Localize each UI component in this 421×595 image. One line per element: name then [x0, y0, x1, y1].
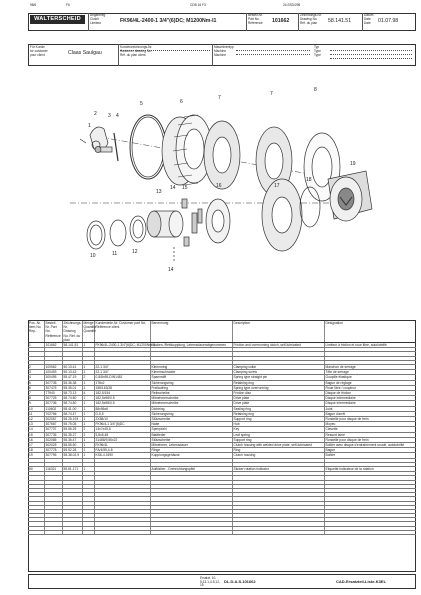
top-mark-right: 24.SSD/298 — [283, 3, 301, 7]
cell-name-de: Nocken-/Reibkupplung, Lebensdauerabgenommen — [150, 343, 232, 348]
cell-pos: 1 — [28, 343, 44, 348]
cell-cust-part: 31488/9,56x22 — [94, 437, 150, 442]
cell-part-no: 302067 — [44, 417, 62, 422]
cell-pos — [28, 530, 44, 534]
retaining-ring-lower-part — [110, 220, 126, 246]
cell-drawing-no: 55.36.38 — [62, 380, 82, 385]
cell-cust-part: FK96/4L-2400-1 3/4"(6)DC; M1200Nm-I1 — [95, 343, 156, 348]
cell-part-no: 307725 — [44, 396, 62, 401]
cell-part-no: 307475 — [44, 385, 62, 390]
callout-17: 17 — [274, 183, 280, 189]
cell-name-en — [232, 530, 324, 534]
header-label-3: Limiteur — [90, 21, 102, 25]
cell-cust-part: FK96/4-1 3/4"(6)DC — [94, 422, 150, 427]
retaining-ring-part — [130, 115, 166, 179]
cell-name-fr: Goupille élastique — [324, 375, 416, 380]
col-header-drawing: Zeichnungs-Nr. Drawing No. Réf. du plan — [63, 321, 82, 342]
cell-drawing-no: 55.47.19 — [62, 375, 82, 380]
cell-name-de: Sperrpfahl — [150, 427, 232, 432]
cell-drawing-no: 50.13.42 — [62, 370, 82, 375]
cell-part-no: 307735 — [44, 432, 62, 437]
spring-pin-part — [114, 133, 118, 161]
machine-label-2: Machine — [214, 49, 227, 53]
cell-qty: 1 — [82, 417, 94, 422]
cell-drawing-no: 55.36.47 — [62, 437, 82, 442]
cell-name-en: Spring type overrunning — [232, 385, 324, 390]
cell-pos: 19 — [28, 453, 44, 458]
header-block — [28, 13, 416, 31]
cell-name-fr: Boîtier avec disque d'entraînement soudé, autolubrifié — [324, 443, 416, 448]
cell-pos: 7 — [28, 390, 44, 395]
support-ring-2-part — [206, 199, 230, 243]
cell-name-fr: Rondelle pour disque de frein — [324, 437, 416, 442]
cell-pos: 50 — [28, 467, 44, 472]
cust-drawing-label-3: Réf. du plan client — [120, 53, 146, 57]
cell-cust-part: 178x2 — [94, 380, 150, 385]
cell-pos: 8 — [28, 396, 44, 401]
cell-pos: 18 — [28, 448, 44, 453]
cell-cust-part: 88x56x6 — [94, 406, 150, 411]
cell-name-fr: Clavette — [324, 427, 416, 432]
cust-drawing-label-1: Kundenzeichnungs-Nr. — [120, 45, 153, 49]
cell-part-no: 110602 — [44, 406, 62, 411]
drawing-no-label-1: Zeichnungs-Nr. — [300, 13, 322, 17]
cell-cust-part: 14x7x45,5 — [94, 427, 150, 432]
drawing-no-label-2: Drawing No. — [300, 17, 318, 21]
cell-drawing-no: 55.61.171 — [62, 467, 82, 472]
cell-drawing-no: 50.13.41 — [62, 364, 82, 369]
cell-drawing-no: 58.41.00 — [62, 406, 82, 411]
cell-name-fr: Rondelle pour disque de frein — [324, 417, 416, 422]
cell-cust-part: 5,8x5,48 — [94, 432, 150, 437]
cell-pos: 2 — [28, 364, 44, 369]
housing-part — [328, 171, 372, 221]
date-label-3: Date — [364, 21, 371, 25]
cell-qty: 1 — [82, 411, 94, 416]
cell-name-fr: Tête de serrage — [324, 370, 416, 375]
cell-part-no: 100493 — [44, 370, 62, 375]
customer-label-1: Für Kunde — [30, 45, 45, 49]
cell-part-no: 307736 — [44, 401, 62, 406]
cell-name-en: Key — [232, 427, 324, 432]
cell-cust-part: ZX58/10 — [94, 417, 150, 422]
sealing-ring-part — [87, 221, 105, 249]
cell-cust-part: 158/163/28 — [94, 385, 150, 390]
date-label-1: Datum — [364, 13, 374, 17]
cell-qty: 1 — [82, 443, 94, 448]
cell-drawing-no: 55.35.27 — [62, 432, 82, 437]
cell-cust-part: 182,5x98/0.5 — [94, 401, 150, 406]
cell-part-no: 307735 — [44, 380, 62, 385]
top-mark-left2: F6 — [66, 3, 70, 7]
cell-name-de: Freilaufring — [150, 385, 232, 390]
cell-name-de: Kupplungsgehäuse — [150, 453, 232, 458]
callout-10: 10 — [90, 253, 96, 259]
customer-label-3: pour client — [30, 53, 45, 57]
cell-pos: 14 — [28, 427, 44, 432]
cell-pos: 11 — [28, 411, 44, 416]
cell-qty — [82, 530, 94, 534]
cell-drawing-no: 55.56.25 — [62, 427, 82, 432]
cell-name-de: Spannstift — [150, 375, 232, 380]
cell-name-en: Clamping collar — [232, 364, 324, 369]
cell-part-no: 300495 — [44, 375, 62, 380]
callout-14b: 14 — [168, 267, 174, 273]
cell-name-fr: Disque de friction — [324, 390, 416, 395]
cell-cust-part: 182,5x98/0.5 — [94, 396, 150, 401]
col-header-fr: Désignation — [324, 321, 416, 343]
part-no-value: 101662 — [272, 18, 290, 24]
cell-part-no: 77940 — [44, 390, 62, 395]
parts-table — [28, 321, 416, 535]
cell-name-fr: Bague — [324, 448, 416, 453]
cell-qty: 1 — [82, 343, 94, 348]
cell-name-en: Clamping screw — [232, 370, 324, 375]
callout-15: 15 — [182, 185, 188, 191]
cell-name-fr: Roue libre / coupleur — [324, 385, 416, 390]
part-no-label-3: Référence — [248, 21, 263, 25]
cell-drawing-no: 58.25.193 — [62, 417, 82, 422]
cell-qty: 1 — [82, 370, 94, 375]
callout-16: 16 — [216, 183, 222, 189]
cell-part-no: 101662 — [44, 343, 62, 348]
cell-drawing-no: 58.73.13 — [62, 390, 82, 395]
cell-name-de: Nabe — [150, 422, 232, 427]
cell-drawing-no: 55.52.28 — [62, 448, 82, 453]
cell-name-de: Mitnehmerscheibe — [150, 396, 232, 401]
friction-disc-part — [204, 121, 240, 189]
cell-name-en: Leaf spring — [232, 432, 324, 437]
cell-name-en: Friction and overrunning clutch, self-lubricated — [232, 343, 324, 348]
cell-drawing-no: 58.141.51 — [62, 343, 82, 348]
cell-qty: 4 — [82, 390, 94, 395]
cell-name-fr: Etiquette indicateur de la rotation — [324, 467, 416, 472]
callout-6: 6 — [180, 99, 183, 105]
cell-drawing-no: 55.35.01 — [62, 385, 82, 390]
cell-pos: 5 — [28, 380, 44, 385]
cell-name-fr: Joint — [324, 406, 416, 411]
cell-name-en: Support ring — [232, 437, 324, 442]
col-header-part: Bestell-Nr. Part No. Référence — [44, 321, 62, 343]
header-label-2: Clutch — [90, 17, 100, 21]
cell-pos: 12 — [28, 417, 44, 422]
cell-pos: 13 — [28, 422, 44, 427]
cell-name-en: Drive plate — [232, 396, 324, 401]
date-label-2: Date — [364, 17, 371, 21]
cell-name-en: Spring type straight pin — [232, 375, 324, 380]
cell-name-de: Blattfeder — [150, 432, 232, 437]
leaf-spring-part — [192, 209, 202, 233]
callout-7b: 7 — [270, 91, 273, 97]
cell-part-no: 307778 — [44, 448, 62, 453]
walterscheid-logo: WALTERSCHEID — [30, 15, 85, 24]
hub-part — [147, 211, 183, 237]
drawing-no-label-3: Réf. du plan — [300, 21, 318, 25]
cell-part-no: 100562 — [44, 364, 62, 369]
callout-14: 14 — [170, 185, 176, 191]
cell-qty: 1 — [82, 396, 94, 401]
cell-drawing-no: 58.55.50 — [62, 443, 82, 448]
callout-13: 13 — [156, 189, 162, 195]
col-header-de: Benennung — [150, 321, 232, 343]
cell-drawing-no: 55.38.02,9 — [62, 453, 82, 458]
cell-part-no: 302025 — [44, 443, 62, 448]
cell-cust-part: D-5,5 — [94, 411, 150, 416]
cell-qty: 1 — [82, 453, 94, 458]
cell-name-de: Dichtring — [150, 406, 232, 411]
cell-name-en: Clutch housing — [232, 453, 324, 458]
cell-pos: 16 — [28, 437, 44, 442]
cell-name-en: Retaining ring — [232, 411, 324, 416]
cell-pos: 6 — [28, 385, 44, 390]
col-header-qty: Menge Quantity Quantité — [82, 321, 94, 343]
cell-name-en: Hub — [232, 422, 324, 427]
cell-pos: 17 — [28, 443, 44, 448]
cell-drawing-no: 58.74.47 — [62, 411, 82, 416]
callout-4: 4 — [116, 113, 119, 119]
callout-5: 5 — [140, 101, 143, 107]
cell-drawing-no: 58.74.80 — [62, 396, 82, 401]
cell-qty: 2 — [82, 427, 94, 432]
cell-name-en: Ring — [232, 448, 324, 453]
cell-cust-part: FK96/4L — [94, 443, 150, 448]
customer-value: Claas Saulgau — [68, 50, 102, 56]
cell-name-de: Stützscheibe — [150, 437, 232, 442]
cell-name-en: Support ring — [232, 417, 324, 422]
callout-18: 18 — [306, 177, 312, 183]
cell-name-de: Mitnehmer, Lebensdauer — [150, 443, 232, 448]
footer-stamp: Ersatzt. 10-5,13-1,4-5,12-15 — [200, 576, 221, 588]
cell-qty: 1 — [82, 401, 94, 406]
cell-name-de: Aufkleber - Drehrichtungspfeil — [150, 467, 232, 472]
cell-part-no: 307737 — [44, 427, 62, 432]
cell-cust-part: KS6-4 2490 — [94, 453, 150, 458]
cell-qty: 1 — [82, 406, 94, 411]
callout-2: 2 — [94, 111, 97, 117]
cell-name-fr: Moyeu — [324, 422, 416, 427]
cell-drawing-no: 58.74.80 — [62, 401, 82, 406]
callout-1: 1 — [88, 123, 91, 129]
col-header-pos: Pos.-Nr. Item No. Rep. — [28, 321, 44, 343]
cell-qty: 1 — [82, 448, 94, 453]
callout-8: 8 — [314, 87, 317, 93]
cell-name-fr: Boîtier — [324, 453, 416, 458]
cell-part-no: 307667 — [44, 422, 62, 427]
cell-qty: 1 — [82, 364, 94, 369]
cell-name-en: Friction disc — [232, 390, 324, 395]
callout-19: 19 — [350, 161, 356, 167]
cell-pos: 3 — [28, 370, 44, 375]
cell-part-no: 307795 — [44, 453, 62, 458]
cell-name-de: Reibscheibe — [150, 390, 232, 395]
machine-label-1: Maschinentyp — [214, 45, 234, 49]
cell-qty: 2 — [82, 432, 94, 437]
cell-name-en: Retaining ring — [232, 380, 324, 385]
cell-name-de: Stützscheibe — [150, 417, 232, 422]
cell-name-en: Sealing ring — [232, 406, 324, 411]
cell-pos: 15 — [28, 432, 44, 437]
clutch-housing-part — [262, 179, 302, 251]
cell-name-fr: Disque intermédiaire — [324, 401, 416, 406]
exploded-view-drawing — [60, 75, 380, 280]
top-mark-center: CDB 16 F3 — [190, 3, 206, 7]
callout-7a: 7 — [218, 95, 221, 101]
callout-11: 11 — [112, 251, 118, 257]
cell-part-no: 702766 — [44, 411, 62, 416]
cell-cust-part: FA/4/55,4-8 — [94, 448, 150, 453]
col-header-cust-part: Kundenteile-Nr. Customer part No. Référence client — [94, 321, 150, 343]
cell-pos: 9 — [28, 401, 44, 406]
cell-name-de: Ringe — [150, 448, 232, 453]
cell-name-de: Mitnehmerscheibe — [150, 401, 232, 406]
key-part — [182, 199, 187, 208]
machine-label-3: Machine — [214, 53, 227, 57]
col-header-en: Description — [232, 321, 324, 343]
footer-right: CAD-Ersatzteil-Liste-K3EL — [336, 579, 387, 584]
cell-qty: 2 — [82, 375, 94, 380]
footer-code: DL.D.A.S.101662 — [224, 579, 256, 584]
cell-name-en: Sticker rotation indicator — [232, 467, 324, 472]
cell-drawing-no: 55.75.05 — [62, 422, 82, 427]
header-label-1: Abgabeleg — [90, 13, 106, 17]
cell-part-no: 116321 — [44, 467, 62, 472]
cell-part-no — [44, 530, 62, 534]
cell-cust-part: 22-1 3/4" — [94, 364, 150, 369]
callout-3: 3 — [108, 113, 111, 119]
cell-name-fr — [324, 530, 416, 534]
part-no-label-2: Part No. — [248, 17, 260, 21]
cell-pos: 10 — [28, 406, 44, 411]
model-title: FK96/4L-2400-1 3/4"(6)DC; M1200Nm-I1 — [120, 18, 217, 24]
cell-name-fr: Disque intermédiaire — [324, 396, 416, 401]
cell-name-de — [150, 530, 232, 534]
cell-qty: 1 — [82, 422, 94, 427]
callout-12: 12 — [132, 249, 138, 255]
cell-name-fr: Bague d'arrêt — [324, 411, 416, 416]
cell-name-en: Clutch housing with welded drive plate, self-lubricated — [232, 443, 324, 448]
type-label-3: Type — [314, 53, 321, 57]
cell-name-fr: Manchon de serrage — [324, 364, 416, 369]
cell-cust-part — [94, 530, 150, 534]
part-no-label-1: Bestell-Nr. — [248, 13, 263, 17]
cell-cust-part: 182,5/154 — [94, 390, 150, 395]
clamping-screw-part — [95, 147, 112, 153]
cell-name-fr: Ressort lame — [324, 432, 416, 437]
cell-name-de: Klemmring — [150, 364, 232, 369]
cell-name-de: Sicherungsring — [150, 411, 232, 416]
support-ring-part — [130, 216, 146, 242]
key-part-2 — [184, 237, 189, 246]
cell-name-fr: Bague de réglage — [324, 380, 416, 385]
cell-pos: 4 — [28, 375, 44, 380]
cell-name-de: Sicherungsring — [150, 380, 232, 385]
cell-name-fr: Limiteur à friction et roue libre, autolubrifié — [324, 343, 416, 348]
table-row — [28, 530, 416, 534]
cell-drawing-no — [62, 530, 82, 534]
cell-qty: 1 — [82, 437, 94, 442]
cell-cust-part: 22-1 3/4" — [94, 370, 150, 375]
cell-name-en: Drive plate — [232, 401, 324, 406]
cell-name-de: Klemmschraube — [150, 370, 232, 375]
cell-part-no: 302085 — [44, 437, 62, 442]
top-mark-left: 98/6 — [30, 3, 37, 7]
cust-drawing-label-2: Customer drawing No. — [120, 49, 152, 53]
type-label-2: Type — [314, 49, 321, 53]
cell-qty: 1 — [82, 385, 94, 390]
cell-qty: 1 — [82, 380, 94, 385]
cell-qty: 1 — [82, 467, 94, 472]
cell-cust-part: 0-5/8x55-DIN1481 — [94, 375, 150, 380]
drawing-no-value: 58.141.51 — [328, 18, 352, 24]
date-value: 01.07.98 — [378, 18, 399, 24]
type-label-1: Typ — [314, 45, 320, 49]
customer-label-2: for customer — [30, 49, 48, 53]
